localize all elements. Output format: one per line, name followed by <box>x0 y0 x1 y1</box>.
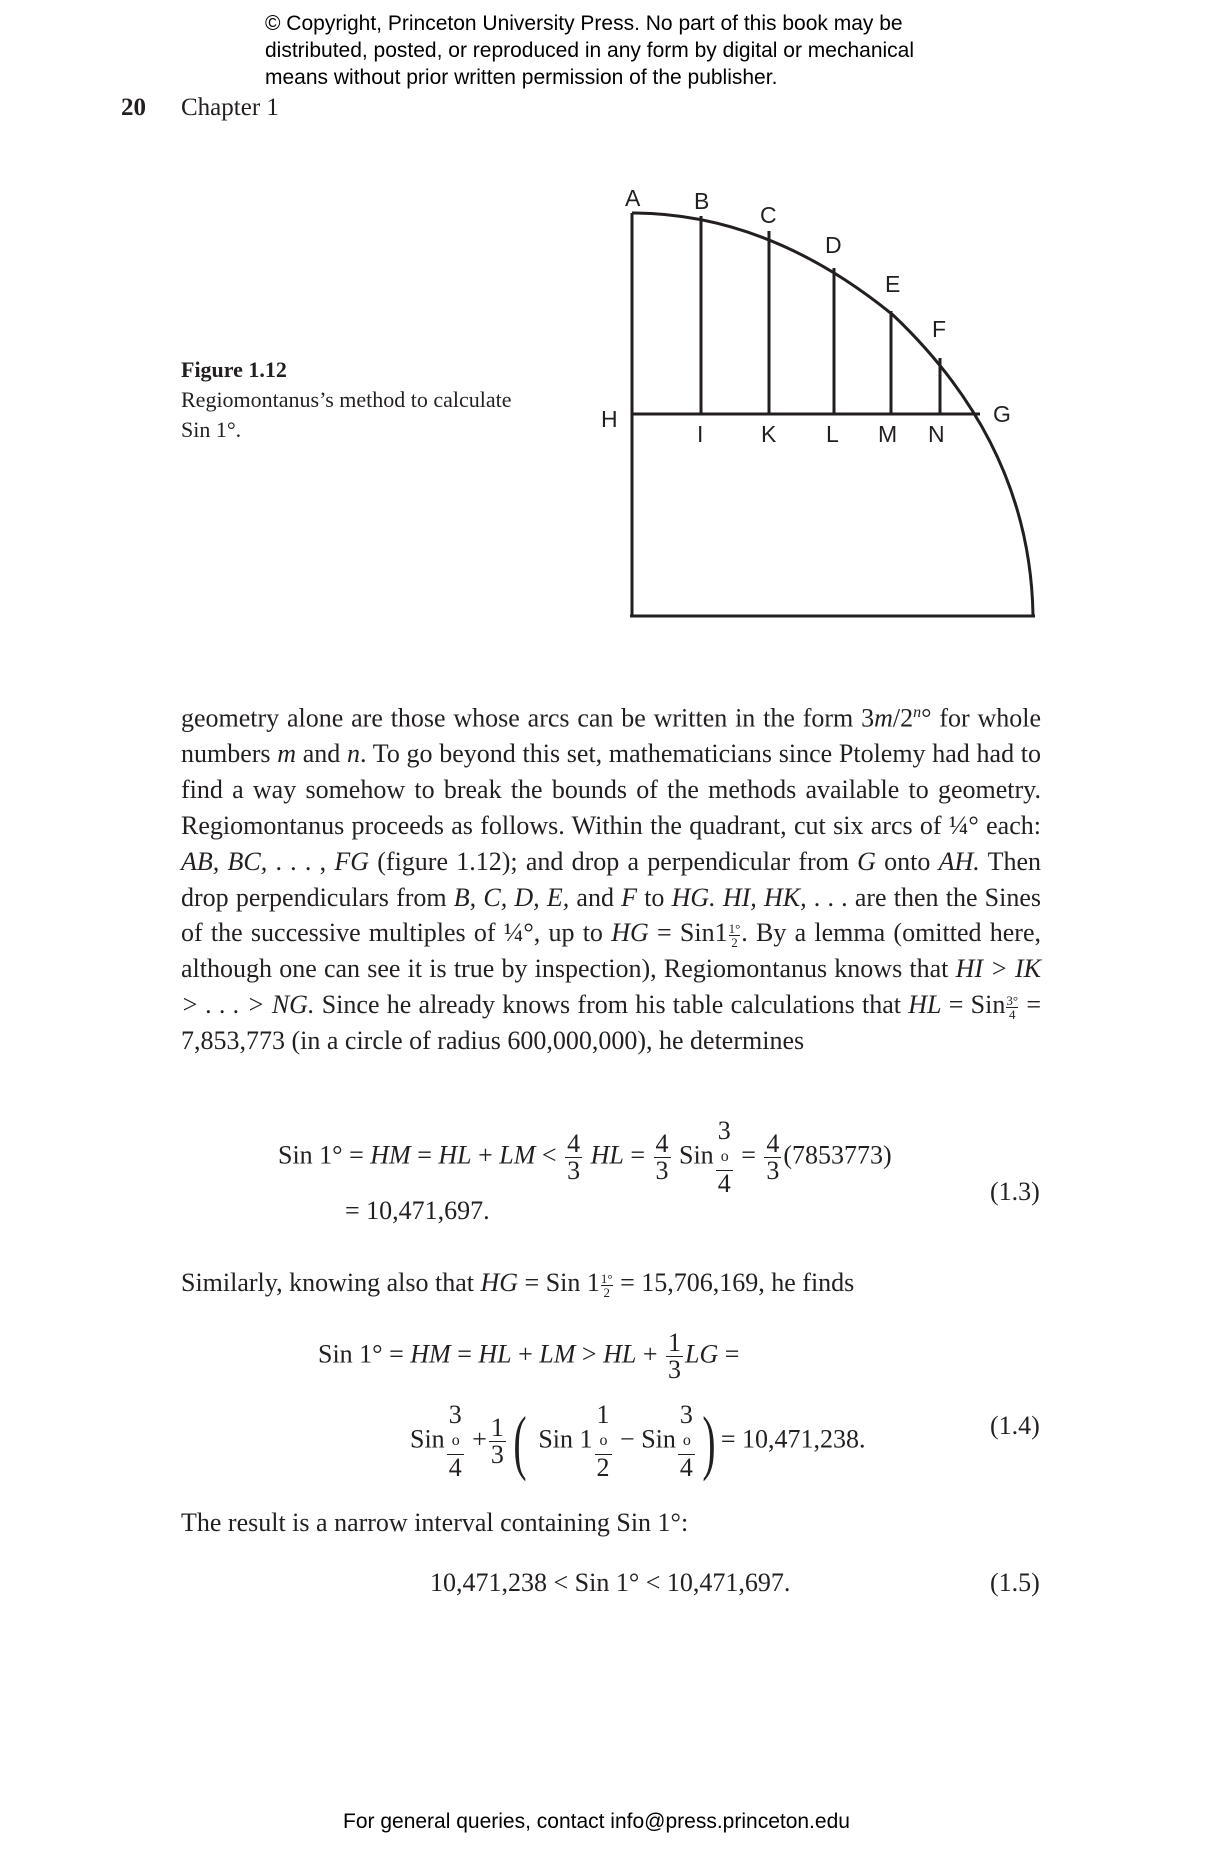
figure-title: Figure 1.12 <box>181 357 287 382</box>
running-head-chapter: Chapter 1 <box>181 94 279 121</box>
figure-caption-line-2: Sin 1°. <box>181 417 242 442</box>
point-label-m: M <box>878 421 898 447</box>
paragraph-regiomontanus-method: geometry alone are those whose arcs can be written in the form 3m/2$^n$° for whole numbers m and n. To go beyond this set, mathematicians since Ptolemy had had to find a way somehow to break the bounds of the methods available to geometry. Regiomontanus proceeds as follows. Within the quadrant, cut six arcs of ¼° each: AB, BC, . . . , FG (figure 1.12); and drop a perpendicular from G onto AH. Then drop perpendiculars from B, C, D, E, and F to HG. HI, HK, . . . are then the Sines of the successive multiples of ¼°, up to HG = Sin1 $\frac{1^\circ}{2}$ . By a lemma (omitted here, although one can see it is true by inspection), Regiomontanus knows that HI > IK > . . . > NG. Since he already knows from his table calculations that HL = Sin $\frac{3^\circ}{4}$ = 7,853,773 (in a circle of radius 600,000,000), he determines <box>181 703 1042 1055</box>
equation-1-4-line-1: Sin 1° = HM = HL + LM > HL + $\frac{1}{3}$ LG = <box>318 1328 740 1384</box>
footer-contact: For general queries, contact info@press.princeton.edu <box>343 1810 850 1833</box>
equation-number-1-3: (1.3) <box>990 1177 1040 1206</box>
point-label-b: B <box>694 188 710 214</box>
equation-1-4-line-2: Sin 3 o 4 + $\frac{1}{3}$ ( Sin 1 1 o 2 − Sin 3 o 4 ) = 10,471,238. <box>410 1400 866 1482</box>
equation-number-1-5: (1.5) <box>990 1568 1040 1597</box>
equation-1-3-line-2: = 10,471,697. <box>345 1196 490 1225</box>
copyright-line-3: means without prior written permission of the publisher. <box>265 66 778 89</box>
equation-1-3-line-1: Sin 1° = HM = HL + LM < $\frac{4}{3}$ HL = $\frac{4}{3}$ Sin 3 o 4 = $\frac{4}{3}$ (7853773) <box>278 1116 892 1198</box>
point-label-f: F <box>932 316 947 342</box>
copyright-line-2: distributed, posted, or reproduced in any form by digital or mechanical <box>265 39 915 62</box>
quadrant-diagram <box>0 0 1225 700</box>
point-label-e: E <box>885 271 901 297</box>
point-label-d: D <box>825 232 842 258</box>
equation-1-5: 10,471,238 < Sin 1° < 10,471,697. <box>430 1568 791 1597</box>
equation-number-1-4: (1.4) <box>990 1411 1040 1440</box>
copyright-line-1: © Copyright, Princeton University Press. No part of this book may be <box>265 12 903 35</box>
point-label-n: N <box>928 421 945 447</box>
figure-caption-line-1: Regiomontanus’s method to calculate <box>181 387 512 412</box>
page-number: 20 <box>121 94 146 121</box>
point-label-l: L <box>826 421 839 447</box>
paragraph-result: The result is a narrow interval containing Sin 1°: <box>181 1508 689 1537</box>
point-label-i: I <box>697 421 704 447</box>
point-label-a: A <box>625 185 641 211</box>
point-label-h: H <box>601 406 618 432</box>
point-label-k: K <box>761 421 777 447</box>
point-label-g: G <box>993 401 1011 427</box>
point-label-c: C <box>760 202 777 228</box>
paragraph-similarly: Similarly, knowing also that HG = Sin 1 $\frac{1^\circ}{2}$ = 15,706,169, he finds <box>181 1268 855 1300</box>
